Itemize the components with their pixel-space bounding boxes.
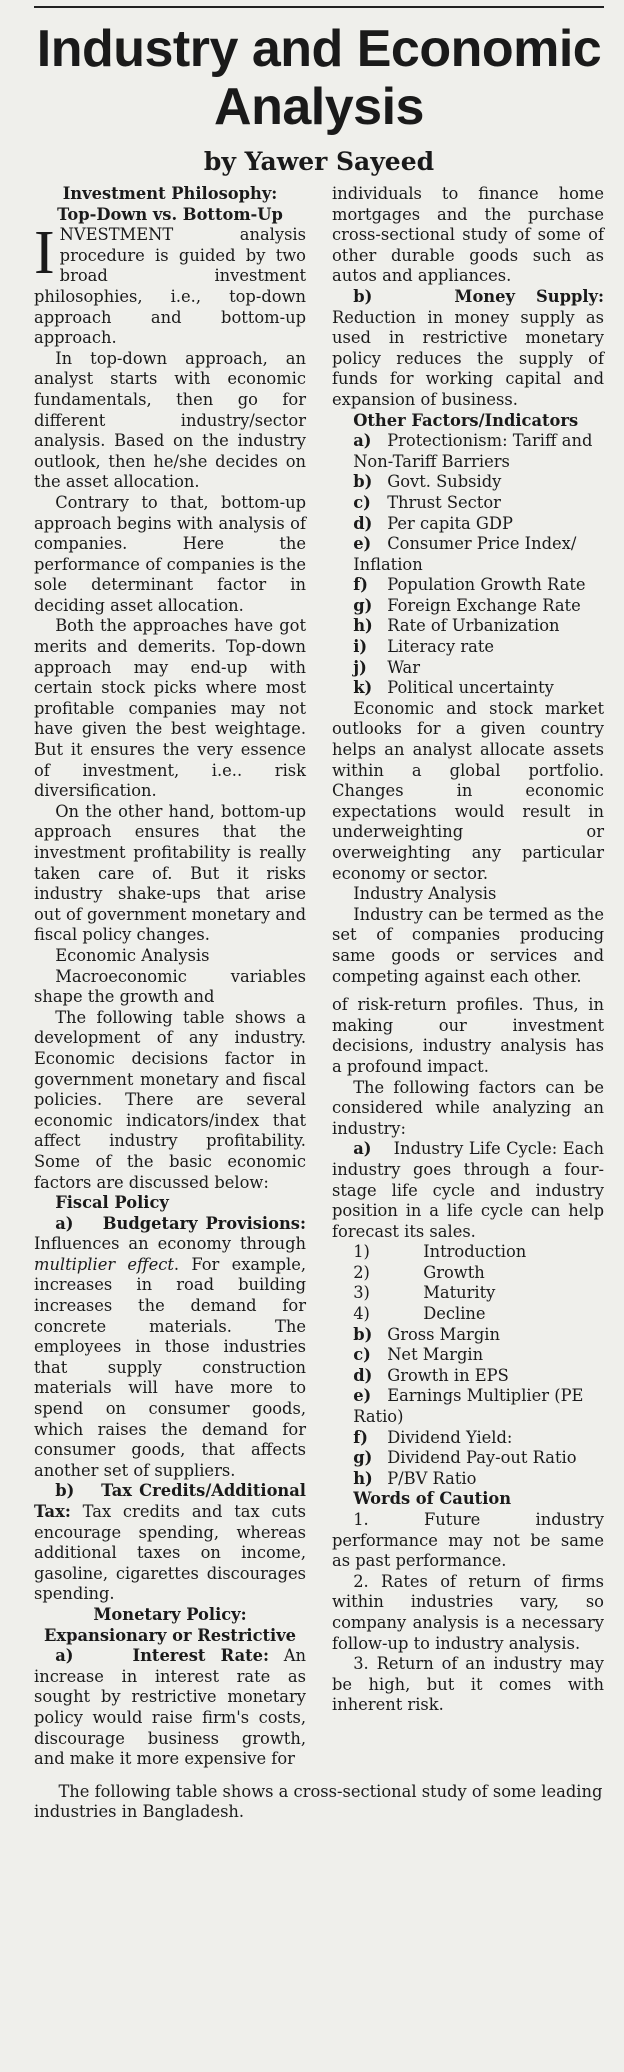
list-marker: e) xyxy=(353,534,372,554)
list-marker: c) xyxy=(353,492,371,512)
caution-item: 1. Future industry performance may not be same as past performance. xyxy=(332,1510,604,1571)
list-marker: f) xyxy=(353,1427,368,1447)
right-column xyxy=(332,184,604,1770)
list-item xyxy=(332,493,604,514)
section-heading-caution: Words of Caution xyxy=(353,1489,512,1509)
list-text: Introduction xyxy=(423,1242,527,1262)
list-text: Protectionism: Tariff and Non-Tariff Barriers xyxy=(353,431,593,471)
paragraph: individuals to finance home mortgages and the purchase cross-sectional study of some of other durable goods such as autos and appliances. xyxy=(332,184,604,286)
list-item xyxy=(332,1325,604,1346)
list-item xyxy=(332,1263,604,1284)
list-text: Foreign Exchange Rate xyxy=(387,595,581,615)
list-marker: 1) xyxy=(353,1242,370,1262)
paragraph: Contrary to that, bottom-up approach begins with analysis of companies. Here the performance of companies is the sole determinant factor in deciding asset allocation. xyxy=(34,492,306,615)
paragraph: The following factors can be considered while analyzing an industry: xyxy=(332,1077,604,1138)
caution-item: 3. Return of an industry may be high, but it comes with inherent risk. xyxy=(332,1654,604,1715)
list-text: Decline xyxy=(423,1304,486,1324)
list-marker: b) xyxy=(353,1324,373,1344)
subheading-economic-analysis: Economic Analysis xyxy=(55,945,210,965)
list-marker: k) xyxy=(353,678,373,698)
list-item xyxy=(332,637,604,658)
article-columns xyxy=(34,184,604,1770)
list-item xyxy=(332,1304,604,1325)
paragraph: Macroeconomic variables shape the growth and xyxy=(34,966,306,1007)
item-interest-rate: a) Interest Rate: An increase in interest rate as sought by restrictive monetary policy would raise firm's costs, discourage business growth, and make it more expensive for xyxy=(34,1646,307,1769)
list-text: Political uncertainty xyxy=(387,678,554,698)
list-text: Per capita GDP xyxy=(387,513,513,533)
list-item xyxy=(332,1448,604,1469)
other-factors-list xyxy=(332,431,604,699)
list-text: Dividend Pay-out Ratio xyxy=(387,1448,577,1468)
left-column xyxy=(34,184,306,1770)
spacer xyxy=(332,987,604,995)
list-marker: 3) xyxy=(353,1283,370,1303)
section-heading-monetary: Monetary Policy: Expansionary or Restrictive xyxy=(43,1604,297,1645)
section-heading-fiscal: Fiscal Policy xyxy=(55,1193,169,1213)
top-rule xyxy=(34,6,604,8)
list-text: P/BV Ratio xyxy=(387,1468,477,1488)
article-title: Industry and Economic Analysis xyxy=(36,20,602,136)
list-item xyxy=(332,1345,604,1366)
item-budgetary: a) Budgetary Provisions: Influences an economy through multiplier effect. For example, increases in road building increases the demand for concrete materials. The employees in those industries that supply construction materials will have more to spend on consumer goods, which raises the demand for consumer goods, that affects another set of suppliers. xyxy=(34,1213,307,1480)
list-marker: d) xyxy=(353,513,373,533)
list-text: Consumer Price Index/ Inflation xyxy=(353,534,577,574)
list-text: Earnings Multiplier (PE Ratio) xyxy=(353,1386,584,1427)
footer-note: The following table shows a cross-sectional study of some leading industries in Bangladesh. xyxy=(34,1781,603,1822)
list-marker: f) xyxy=(353,575,368,595)
list-marker: 2) xyxy=(353,1262,370,1282)
list-item xyxy=(332,1283,604,1304)
list-marker: j) xyxy=(353,657,367,677)
list-marker: h) xyxy=(353,1468,373,1488)
life-cycle-stages-list xyxy=(332,1242,604,1324)
list-marker: e) xyxy=(353,1386,372,1406)
item-tax-credits: b) Tax Credits/Additional Tax: Tax credits and tax cuts encourage spending, whereas additional taxes on income, gasoline, cigarettes discourages spending. xyxy=(34,1481,306,1604)
list-text: Gross Margin xyxy=(387,1324,500,1344)
list-item xyxy=(332,575,604,596)
list-marker: b) xyxy=(353,472,373,492)
paragraph: Economic and stock market outlooks for a given country helps an analyst allocate assets within a global portfolio. Changes in economic expectations would result in underweighting or overweighting any particular economy or sector. xyxy=(332,698,604,883)
list-marker: g) xyxy=(353,1448,373,1468)
list-marker: d) xyxy=(353,1365,373,1385)
list-item xyxy=(332,678,604,699)
paragraph: In top-down approach, an analyst starts with economic fundamentals, then go for different industry/sector analysis. Based on the industry outlook, then he/she decides on the asset allocation. xyxy=(34,348,306,492)
item-life-cycle: a) Industry Life Cycle: Each industry goes through a four-stage life cycle and industry position in a life cycle can help forecast its sales. xyxy=(332,1139,604,1241)
list-item xyxy=(332,658,604,679)
list-text: Growth in EPS xyxy=(387,1365,509,1385)
list-item xyxy=(332,534,604,575)
paragraph: The following table shows a development of any industry. Economic decisions factor in government monetary and fiscal policies. There are several economic indicators/index that affect industry profitability. Some of the basic economic factors are discussed below: xyxy=(34,1007,306,1192)
list-text: Thrust Sector xyxy=(387,492,501,512)
list-item xyxy=(332,431,604,472)
list-marker: 4) xyxy=(353,1304,370,1324)
list-item xyxy=(332,514,604,535)
paragraph: INVESTMENT analysis procedure is guided by two broad investment philosophies, i.e., top-down approach and bottom-up approach. xyxy=(34,219,306,348)
section-subheading-topdown: Top-Down vs. Bottom-Up xyxy=(57,204,283,224)
caution-item: 2. Rates of return of firms within industries vary, so company analysis is a necessary follow-up to industry analysis. xyxy=(332,1571,604,1653)
list-item xyxy=(332,616,604,637)
list-marker: i) xyxy=(353,637,368,657)
byline: by Yawer Sayeed xyxy=(203,147,435,176)
list-marker: c) xyxy=(353,1345,371,1365)
list-text: Maturity xyxy=(423,1283,496,1303)
list-marker: g) xyxy=(353,595,373,615)
list-item xyxy=(332,1469,604,1490)
drop-cap: I xyxy=(34,219,55,288)
subheading-industry-analysis: Industry Analysis xyxy=(353,884,497,904)
list-text: Population Growth Rate xyxy=(387,575,586,595)
list-text: Govt. Subsidy xyxy=(387,472,502,492)
list-item xyxy=(332,1242,604,1263)
list-item xyxy=(332,1366,604,1387)
list-text: Dividend Yield: xyxy=(387,1427,513,1447)
paragraph: Both the approaches have got merits and demerits. Top-down approach may end-up with certain stock picks where most profitable companies may not have given the best weightage. But it ensures the very essence of investment, i.e.. risk diversification. xyxy=(34,616,306,801)
paragraph: of risk-return profiles. Thus, in making our investment decisions, industry analysis has a profound impact. xyxy=(332,995,604,1076)
list-item xyxy=(332,1386,604,1427)
item-money-supply: b) Money Supply: Reduction in money supply as used in restrictive monetary policy reduces the supply of funds for working capital and expansion of business. xyxy=(332,286,605,409)
section-heading-other-factors: Other Factors/Indicators xyxy=(353,410,579,430)
list-item xyxy=(332,472,604,493)
list-text: Growth xyxy=(423,1262,485,1282)
industry-factors-list xyxy=(332,1325,604,1490)
paragraph: Industry can be termed as the set of companies producing same goods or services and competing against each other. xyxy=(332,904,604,986)
paragraph: On the other hand, bottom-up approach ensures that the investment profitability is really taken care of. But it risks industry shake-ups that arise out of government monetary and fiscal policy changes. xyxy=(34,801,306,945)
list-marker: h) xyxy=(353,616,373,636)
list-text: Net Margin xyxy=(387,1345,484,1365)
list-text: Rate of Urbanization xyxy=(387,616,560,636)
list-marker: a) xyxy=(353,431,372,451)
section-heading-philosophy: Investment Philosophy: xyxy=(62,184,278,203)
list-text: War xyxy=(387,657,420,677)
list-item xyxy=(332,1428,604,1449)
list-item xyxy=(332,596,604,617)
list-text: Literacy rate xyxy=(387,637,495,657)
